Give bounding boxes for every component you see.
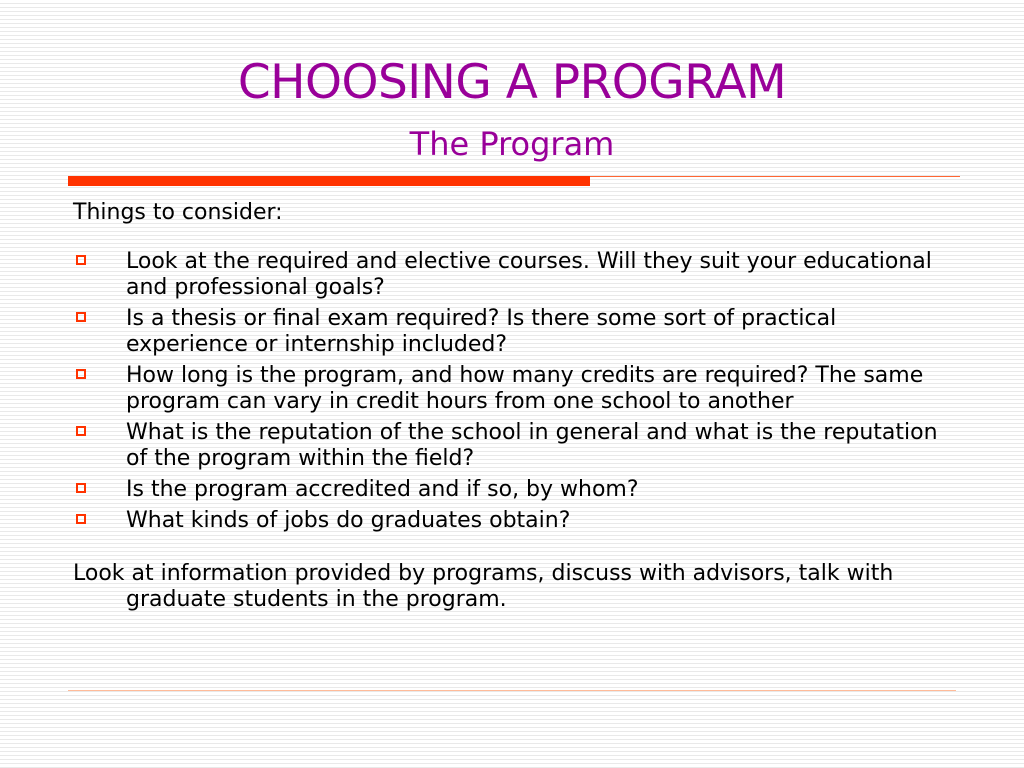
slide-subtitle: The Program	[409, 125, 615, 163]
bullet-text: Is the program accredited and if so, by whom?	[126, 477, 639, 502]
outro-text: Look at information provided by programs, discuss with advisors, talk with graduate students in the program.	[73, 561, 894, 612]
hollow-square-icon	[76, 312, 86, 322]
hollow-square-icon	[76, 369, 86, 379]
bullet-list	[73, 249, 953, 534]
bullet-text: How long is the program, and how many credits are required? The same program can vary in credit hours from one school to another	[126, 363, 924, 414]
slide-body	[73, 200, 953, 613]
list-item	[73, 249, 953, 301]
hollow-square-icon	[76, 483, 86, 493]
hollow-square-icon	[76, 426, 86, 436]
footer-divider	[68, 690, 956, 691]
title-underline-thick	[68, 176, 590, 186]
bullet-text: Look at the required and elective courses. Will they suit your educational and professional goals?	[126, 249, 932, 300]
list-item	[73, 477, 953, 503]
hollow-square-icon	[76, 255, 86, 265]
intro-text: Things to consider:	[73, 200, 283, 225]
title-underline-thin	[590, 176, 960, 177]
list-item	[73, 420, 953, 472]
list-item	[73, 508, 953, 534]
slide-title: CHOOSING A PROGRAM	[237, 55, 787, 110]
hollow-square-icon	[76, 514, 86, 524]
list-item	[73, 306, 953, 358]
list-item	[73, 363, 953, 415]
bullet-text: What is the reputation of the school in general and what is the reputation of the program within the field?	[126, 420, 938, 471]
bullet-text: What kinds of jobs do graduates obtain?	[126, 508, 571, 533]
bullet-text: Is a thesis or final exam required? Is there some sort of practical experience or internship included?	[126, 306, 837, 357]
